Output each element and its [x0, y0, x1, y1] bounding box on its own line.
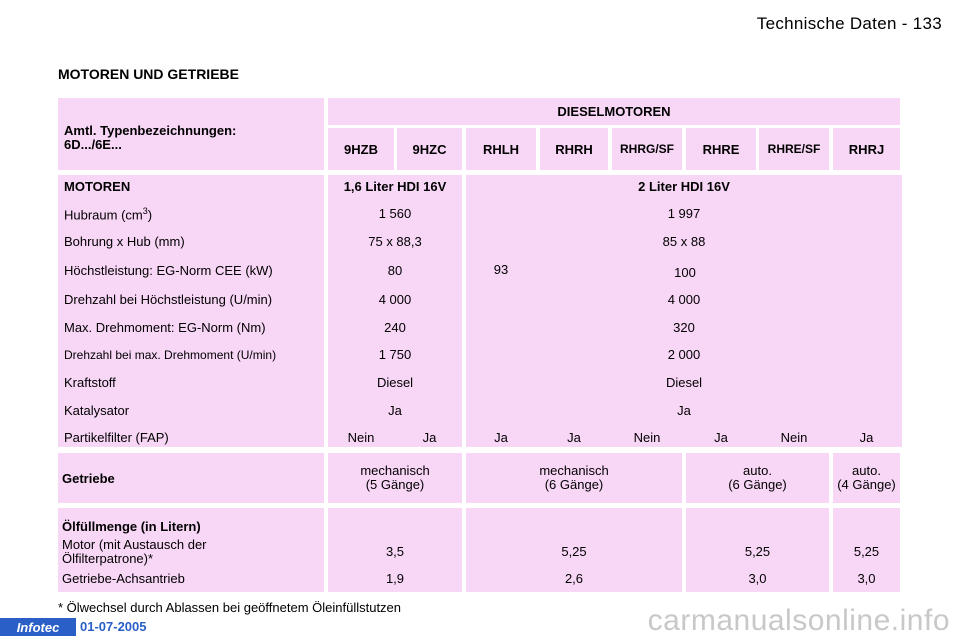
value-16: Ja — [388, 402, 402, 418]
engine-code: 9HZB — [344, 141, 378, 157]
hubraum-label-end: ) — [147, 207, 153, 223]
value-16: 75 x 88,3 — [368, 233, 422, 249]
oel-motor-value: 5,25 — [853, 543, 880, 559]
oel-motor-value: 3,5 — [385, 543, 405, 559]
value-16: 240 — [384, 319, 406, 335]
row-label-leistung: Höchstleistung: EG-Norm CEE (kW) — [64, 263, 273, 278]
hubraum-label-text: Hubraum (cm — [64, 207, 143, 223]
infotec-logo: Infotec — [0, 618, 76, 636]
fap-value: Nein — [633, 429, 661, 445]
row-label-drehmoment: Max. Drehmoment: EG-Norm (Nm) — [64, 320, 266, 335]
row-label-katalysator: Katalysator — [64, 403, 130, 418]
getriebe-value: auto. (6 Gänge) — [728, 463, 787, 492]
fap-value: Nein — [780, 429, 808, 445]
oel-achs-value: 2,6 — [564, 570, 584, 586]
engine-code: RHLH — [482, 141, 520, 157]
row-label-drehzahl-drehmoment: Drehzahl bei max. Drehmoment (U/min) — [64, 348, 277, 362]
section-title: MOTOREN UND GETRIEBE — [58, 66, 239, 82]
getriebe-value: mechanisch (6 Gänge) — [539, 463, 609, 492]
footnote: * Ölwechsel durch Ablassen bei geöffnetem Öleinfüllstutzen — [58, 600, 402, 615]
value-20a: 93 — [493, 261, 509, 277]
engine-code: RHRE — [702, 141, 740, 157]
fap-value: Ja — [422, 429, 437, 445]
edition-date: 01-07-2005 — [80, 619, 147, 634]
value-20: Diesel — [665, 374, 703, 390]
value-16: 1 750 — [378, 346, 412, 362]
motoren-label: MOTOREN — [64, 179, 131, 194]
fap-value: Ja — [714, 429, 728, 445]
row-label-fap: Partikelfilter (FAP) — [64, 430, 169, 445]
fap-value: Ja — [859, 429, 874, 445]
engine-code: 9HZC — [412, 141, 447, 157]
getriebe-label: Getriebe — [62, 471, 115, 486]
oel-achs-value: 3,0 — [857, 570, 876, 586]
value-20b: 100 — [674, 264, 696, 280]
value-16: Diesel — [376, 374, 414, 390]
diesel-header: DIESELMOTOREN — [557, 104, 671, 119]
getriebe-value: mechanisch (5 Gänge) — [360, 463, 430, 492]
fap-value: Nein — [347, 429, 375, 445]
oel-motor-value: 5,25 — [561, 543, 587, 559]
value-16: 4 000 — [378, 291, 412, 307]
fap-value: Ja — [567, 429, 581, 445]
value-16: 80 — [387, 262, 403, 278]
value-20: 4 000 — [667, 291, 701, 307]
getriebe-value: auto. (4 Gänge) — [837, 463, 896, 492]
engine-code: RHRH — [555, 141, 593, 157]
oel-motor-value: 5,25 — [744, 543, 771, 559]
value-20: 85 x 88 — [662, 233, 706, 249]
value-20: 320 — [673, 319, 695, 335]
engine-code: RHRE/SF — [767, 142, 821, 156]
engine-16-label: 1,6 Liter HDI 16V — [343, 178, 447, 194]
row-label-drehzahl-leistung: Drehzahl bei Höchstleistung (U/min) — [64, 292, 273, 307]
oel-achs-value: 3,0 — [748, 570, 767, 586]
row-label-bohrung: Bohrung x Hub (mm) — [64, 234, 185, 249]
oel-achs-label: Getriebe-Achsantrieb — [62, 571, 185, 586]
value-20: Ja — [677, 402, 691, 418]
engine-code: RHRG/SF — [620, 142, 674, 156]
type-label: Amtl. Typenbezeichnungen: 6D.../6E... — [64, 123, 237, 152]
engine-20-label: 2 Liter HDI 16V — [638, 178, 730, 194]
value-20: 2 000 — [667, 346, 701, 362]
value-16: 1 560 — [378, 205, 412, 221]
oel-label: Ölfüllmenge (in Litern) — [62, 519, 201, 534]
hubraum-sup: 3 — [142, 206, 148, 216]
value-20: 1 997 — [667, 205, 701, 221]
row-label-kraftstoff: Kraftstoff — [64, 375, 116, 390]
oel-motor-label: Motor (mit Austausch der Ölfilterpatrone)* — [62, 537, 207, 566]
engine-code: RHRJ — [848, 141, 885, 157]
row-label-hubraum — [64, 206, 152, 222]
oel-achs-value: 1,9 — [385, 570, 405, 586]
page-title: Technische Daten - 133 — [756, 14, 942, 33]
watermark: carmanualsonline.info — [647, 604, 950, 637]
fap-value: Ja — [494, 429, 508, 445]
